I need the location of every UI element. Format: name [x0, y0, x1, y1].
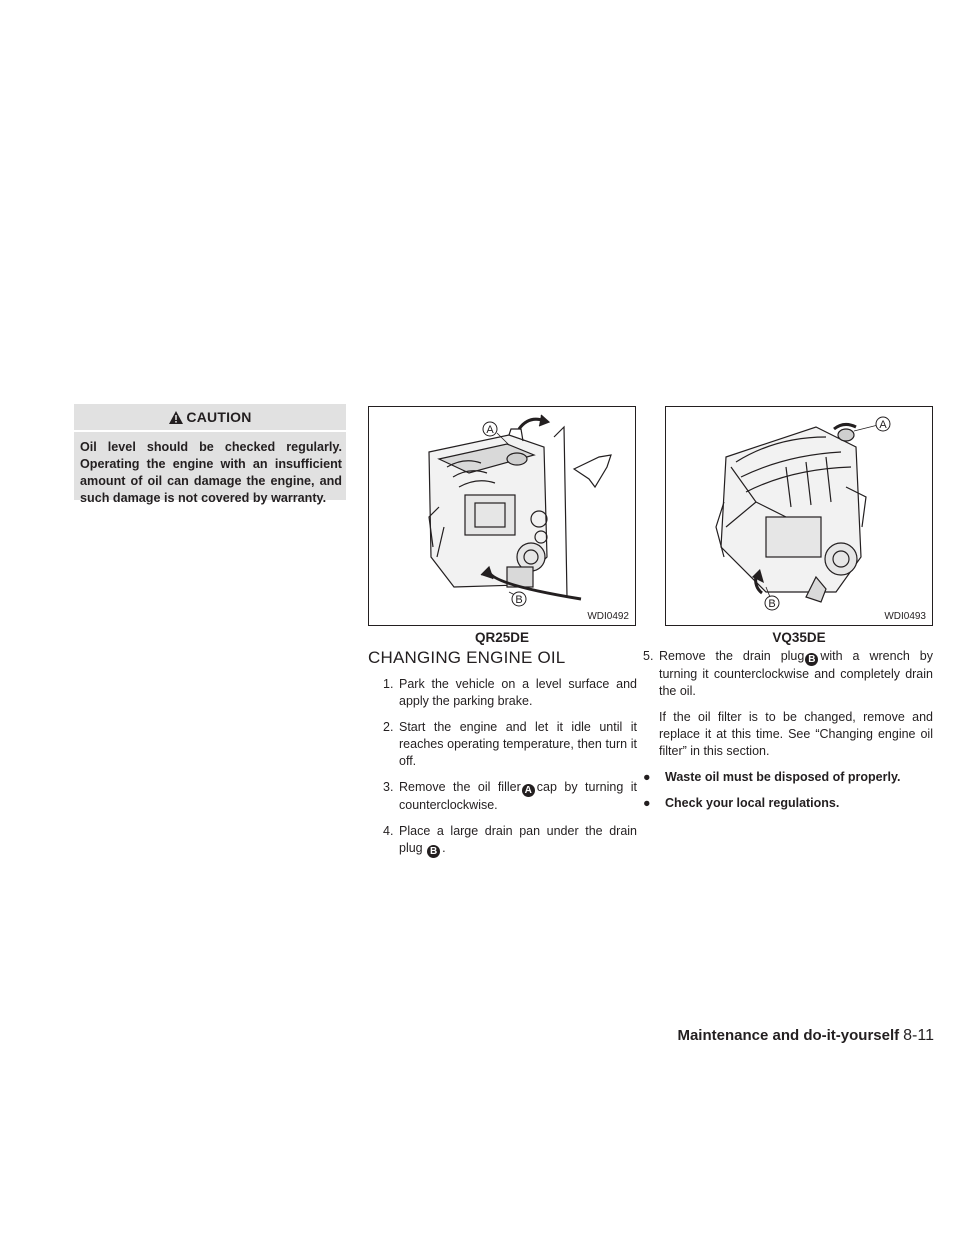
- figure-vq35de: [665, 406, 933, 626]
- figure-qr25de: [368, 406, 636, 626]
- steps-list-continued: [643, 648, 933, 821]
- figure-label-b: B: [515, 594, 523, 606]
- figure-label-a: A: [486, 424, 494, 436]
- warning-icon: [168, 410, 184, 425]
- caution-title: CAUTION: [186, 409, 252, 425]
- steps-list: [383, 676, 637, 867]
- caution-box: [74, 404, 346, 505]
- list-item: 2. Start the engine and let it idle until it reaches operating temperature, then turn it off.: [383, 720, 637, 768]
- figure-caption: VQ35DE: [772, 630, 826, 645]
- bullet-item: ● Check your local regulations.: [643, 796, 840, 810]
- page-number: 8-11: [903, 1027, 934, 1044]
- list-item: 5. Remove the drain plug B with a wrench by turning it counterclockwise and completely drain the oil.: [643, 649, 933, 698]
- reference-marker-b: B: [805, 653, 818, 666]
- figure-label-a: A: [879, 419, 887, 431]
- figure-caption: QR25DE: [474, 630, 530, 645]
- engine-illustration-vq35de: [666, 407, 931, 624]
- figure-code: WDI0492: [587, 611, 629, 622]
- bullet-item: ● Waste oil must be disposed of properly.: [643, 770, 901, 784]
- list-item: 1. Park the vehicle on a level surface and apply the parking brake.: [383, 677, 637, 708]
- section-title: CHANGING ENGINE OIL: [368, 648, 566, 667]
- reference-marker-b: B: [427, 845, 440, 858]
- list-item: 3. Remove the oil filler A cap by turning it counterclockwise.: [383, 780, 638, 812]
- bullet-icon: ●: [643, 770, 651, 784]
- figure-code: WDI0493: [884, 611, 926, 622]
- figure-label-b: B: [768, 598, 776, 610]
- list-item: 4. Place a large drain pan under the drain plug B .: [383, 824, 637, 857]
- engine-illustration-qr25de: [369, 407, 634, 624]
- caution-text: Oil level should be checked regularly. Operating the engine with an insufficient amount of oil can damage the engine, and such damage is not covered by warranty.: [74, 430, 346, 507]
- caution-header: [74, 404, 346, 430]
- bullet-icon: ●: [643, 796, 651, 810]
- page-footer: [677, 1027, 934, 1045]
- oil-filter-note: If the oil filter is to be changed, remove and replace it at this time. See “Changing engine oil filter” in this section.: [659, 710, 933, 758]
- reference-marker-a: A: [522, 784, 535, 797]
- footer-section-name: Maintenance and do-it-yourself: [677, 1027, 900, 1044]
